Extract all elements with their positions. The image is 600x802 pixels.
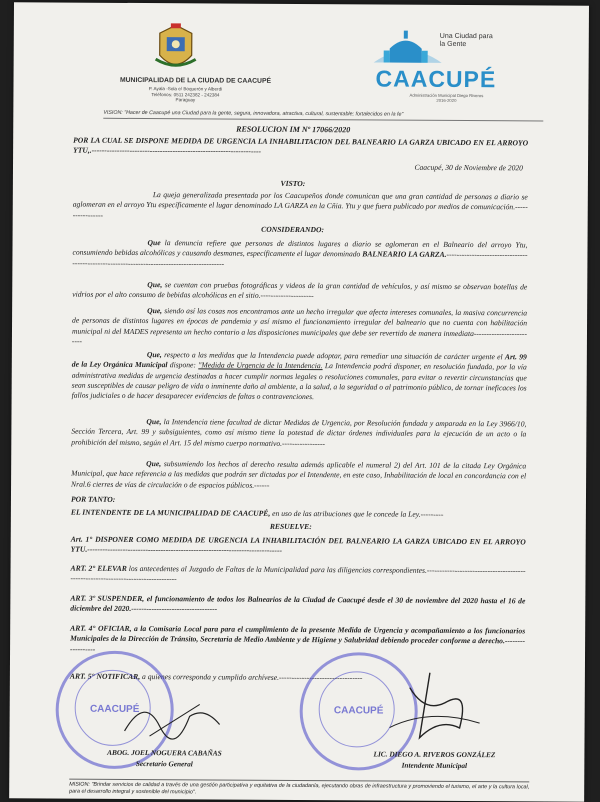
considerando-paragraph-4 xyxy=(72,350,527,404)
resolution-subject: POR LA CUAL SE DISPONE MEDIDA DE URGENCIA LA INHABILITACION DEL BALNEARIO LA GARZA UBICADO EN EL ARROYO YTU,.------------------------------------------------------------------- xyxy=(73,135,529,157)
paragraph-text: subsumiendo los hechos al derecho resulta además aplicable el numeral 2) del Art. 101 de la citada Ley Orgánica Municipal, que hace referencia a las medidas que podrán ser dictadas por el Intendente, en este caso, Inhabilitación de local en concordancia con el Nral.6 cierres de vías de circulación o de espacios públicos.------ xyxy=(71,459,527,490)
document-page xyxy=(9,2,589,801)
vision-statement: VISION: "Hacer de Caacupé una Ciudad para la gente, segura, innovadora, atractiva, cultural, sustentable; fortalecidos en la fe" xyxy=(103,110,543,122)
paragraph-bold: BALNEARIO LA GARZA. xyxy=(362,249,447,260)
admin-name: Administración Municipal Diego Riveros xyxy=(409,92,484,99)
municipality-address xyxy=(125,86,245,104)
paragraph-lead: Que, xyxy=(147,280,163,290)
considerando-paragraph-6 xyxy=(71,459,526,493)
paragraph-lead: Que, xyxy=(146,350,162,360)
considerando-paragraph-2 xyxy=(72,280,527,303)
municipal-coat-of-arms-icon xyxy=(152,23,200,75)
country-line: Paraguay xyxy=(175,97,196,103)
paragraph-text: dispone: xyxy=(167,360,199,370)
paragraph-lead: Que, xyxy=(146,459,162,469)
signature-mayor-icon xyxy=(369,667,489,748)
brand-wordmark: CAACUPÉ xyxy=(375,65,497,93)
quoted-heading: "Medida de Urgencia de la Intendencia. xyxy=(198,360,323,371)
paragraph-text: se cuentan con pruebas fotográficas y videos de la gran cantidad de vehículos, y así mismo se observan botellas de vidrios por el alto consumo de bebidas alcohólicas en el sitio.--------------------- xyxy=(72,280,528,301)
stamp-label: CAACUPÉ xyxy=(89,703,140,716)
resolution-date: Caacupé, 30 de Noviembre de 2020 xyxy=(414,162,524,173)
article-verb: ELEVAR xyxy=(97,563,127,573)
mission-statement: MISION: "Brindar servicios de calidad a través de una gestión participativa y equitativa de la ciudadanía, ejecutando obras de infraestructura y promoviendo el turismo, el arte y la cultura local, para el desarrollo integral y sostenible del municipio". xyxy=(69,781,530,796)
city-slogan: Una Ciudad para la Gente xyxy=(439,32,493,49)
article-4 xyxy=(70,624,525,658)
paragraph-lead: Que xyxy=(147,238,161,248)
signatory-2-name: LIC. DIEGO A. RIVEROS GONZÁLEZ xyxy=(373,749,496,760)
paragraph-lead: Que, xyxy=(147,306,163,316)
signature-secretary-icon xyxy=(119,686,229,747)
administration-line xyxy=(381,92,511,104)
signatory-1-name: ABOG. JOEL NOGUERA CABAÑAS xyxy=(107,747,222,758)
paragraph-text: la denuncia refiere que personas de distintos lugares a diario se aglomeran en el Balneario del arroyo Ytu, consumiendo bebidas alcohólicas y causando desmanes, específicamente el lugar denominado xyxy=(72,238,528,259)
considerando-heading: CONSIDERANDO: xyxy=(261,224,325,235)
paragraph-text: respecto a las medidas que la Intendencia puede adoptar, para remediar una situación de carácter urgente el xyxy=(161,350,505,362)
article-1: Art. 1° DISPONER COMO MEDIDA DE URGENCIA LA INHABILITACIÓN DEL BALNEARIO LA GARZA UBICADO EN EL ARROYO YTU.----------------------------------------------------------------------------- xyxy=(70,534,526,556)
article-label: ART. 3º SUSPENDER, xyxy=(70,593,145,604)
article-3 xyxy=(70,594,525,617)
phone-line: Teléfonos: 0511 242382 - 242384 xyxy=(151,91,220,98)
considerando-paragraph-3 xyxy=(72,306,527,350)
visto-paragraph: La queja generalizada presentada por los Caacupeños donde comunican que una gran cantidad de personas a diario se aglomeran en el arroyo Ytu específicamente el lugar denominado LA GARZA en la Cñia. Ytu y que fuera publicado por medios de comunicación.----------------- xyxy=(72,190,528,220)
paragraph-tail: -------------------------------------------------------------------------------------------- xyxy=(72,250,528,269)
address-line: P. Ayala -Sola e/ Boquerón y Alberdi xyxy=(148,86,223,92)
considerando-paragraph-1 xyxy=(72,238,527,272)
paragraph-text: La Intendencia podrá disponer, en resolución fundada, por la vía administrativa medidas de urgencia destinadas a hacer cumplir normas legales o resoluciones comunales, para evitar o revertir circunstancias que sean susceptibles de causar peligro de vida o inminente daño al ambiente, a la salud, a la seguridad o al patrimonio público, de tornar ineficaces los fallos judiciales o de hacer desaparecer evidencias de faltas o contravenciones. xyxy=(71,361,527,402)
law-reference: Art. 99 de la Ley Orgánica Municipal xyxy=(71,352,527,370)
municipality-name: MUNICIPALIDAD DE LA CIUDAD DE CAACUPÉ xyxy=(119,76,272,85)
paragraph-text: siendo así las cosas nos encontramos ante un hecho irregular que afecta intereses comunales, la masiva concurrencia de personas de distintos lugares en épocas de pandemia y así mismo el funcionamiento irregular del balneario que no cuenta con habilitación municipal ni del MADES representa un hecho contario a las disposiciones municipales que debe ser revertido de manera inmediata------------------------- xyxy=(71,306,528,346)
stamp-label: CAACUPÉ xyxy=(333,705,384,717)
article-text: el funcionamiento de todos los Balnearios de la Ciudad de Caacupé desde el 30 de noviembre del 2020 hasta el 16 de diciembre del 2020.---------------------------------- xyxy=(70,594,526,614)
considerando-paragraph-5 xyxy=(71,417,526,451)
paragraph-lead: Que, xyxy=(146,417,162,427)
intendente-text: en uso de las atribuciones que le concede la Ley.--------- xyxy=(270,508,444,519)
article-label: ART. 5° NOTIFICAR, xyxy=(69,671,141,682)
resolution-title: RESOLUCION IM Nº 17066/2020 xyxy=(236,124,351,135)
visto-heading: VISTO: xyxy=(280,178,306,189)
signatory-1-role: Secretario General xyxy=(135,759,193,769)
intendente-clause xyxy=(71,508,526,521)
signatory-2-role: Intendente Municipal xyxy=(401,760,468,771)
article-text: a la Comisaria Local para para el cumplimiento de la presente Medida de Urgencia y acompañamiento a los funcionarios Municipales de la Dirección de Tránsito, Secretaria de Medio Ambiente y de Higiene y Salubridad debiendo proceder conforme a derecho.------------------ xyxy=(70,623,526,654)
paragraph-text: la Intendencia tiene facultad de dictar Medidas de Urgencia, por Resolución fundada y amparada en la Ley 3966/10, Sección Tercera, Art. 99 y subsiguientes, como así mismo tiene la potestad de dictar órdenes individuales para la ejecución de un acto o la prohibición del mismo, según el Art. 15 del mismo cuerpo normativo.----------------- xyxy=(71,417,527,448)
resuelve-heading: RESUELVE: xyxy=(269,521,312,532)
admin-period: 2016-2020 xyxy=(436,98,457,104)
article-label: ART. 2° xyxy=(70,563,96,573)
por-tanto-heading: POR TANTO: xyxy=(70,494,116,504)
article-text: los antecedentes al Juzgado de Faltas de la Municipalidad para las diligencias correspondientes.--------------------------------------------------------------------------------- xyxy=(70,563,526,584)
intendente-title: EL INTENDENTE DE LA MUNICIPALIDAD DE CAACUPÉ, xyxy=(70,507,271,518)
article-2 xyxy=(70,564,525,587)
article-label: ART. 4° OFICIAR, xyxy=(70,623,132,633)
letterhead xyxy=(13,2,589,128)
article-text: a quienes corresponda y cumplido archívese.--------------------------------- xyxy=(140,672,363,683)
